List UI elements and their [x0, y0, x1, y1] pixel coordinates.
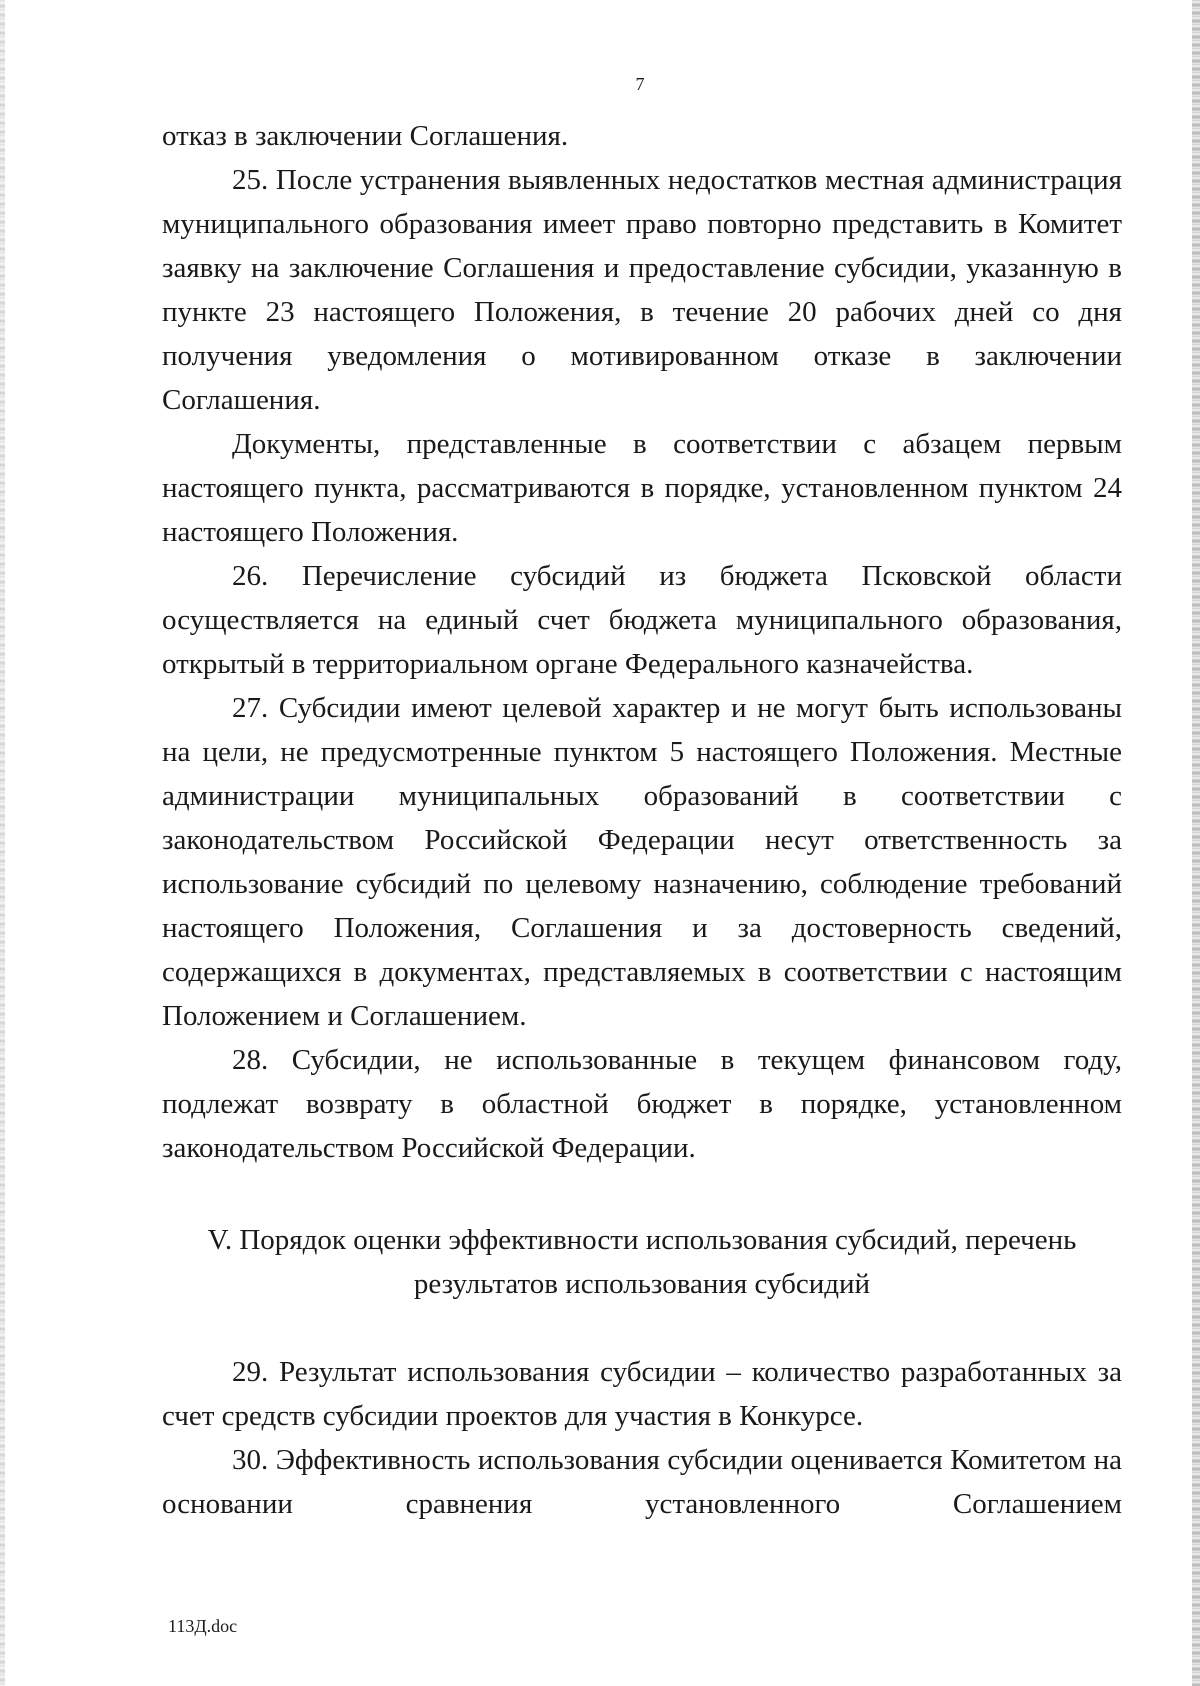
- paragraph-item-30: 30. Эффективность использования субсидии оценивается Комитетом на основании сравнения установленного Соглашением: [162, 1444, 1122, 1520]
- document-body: [162, 114, 1122, 1526]
- section-heading-line-1: V. Порядок оценки эффективности использования субсидий, перечень: [207, 1224, 1077, 1256]
- paragraph-item-26: 26. Перечисление субсидий из бюджета Псковской области осуществляется на единый счет бюджета муниципального образования, открытый в территориальном органе Федерального казначейства.: [162, 560, 1122, 680]
- paragraph-documents: Документы, представленные в соответствии с абзацем первым настоящего пункта, рассматриваются в порядке, установленном пунктом 24 настоящего Положения.: [162, 428, 1122, 548]
- paragraph-item-29: 29. Результат использования субсидии – количество разработанных за счет средств субсидии проектов для участия в Конкурсе.: [162, 1356, 1122, 1432]
- paragraph-item-28: 28. Субсидии, не использованные в текущем финансовом году, подлежат возврату в областной бюджет в порядке, установленном законодательством Российской Федерации.: [162, 1044, 1122, 1164]
- paragraph-continuation: отказ в заключении Соглашения.: [162, 120, 569, 152]
- scan-edge-left: [0, 0, 5, 1686]
- section-heading-line-2: результатов использования субсидий: [413, 1268, 871, 1300]
- paragraph-item-27: 27. Субсидии имеют целевой характер и не могут быть использованы на цели, не предусмотренные пунктом 5 настоящего Положения. Местные администрации муниципальных образований в соответствии с законодательством Российской Федерации несут ответственность за использование субсидий по целевому назначению, соблюдение требований настоящего Положения, Соглашения и за достоверность сведений, содержащихся в документах, представляемых в соответствии с настоящим Положением и Соглашением.: [162, 692, 1122, 1032]
- paragraph-item-25: 25. После устранения выявленных недостатков местная администрация муниципального образования имеет право повторно представить в Комитет заявку на заключение Соглашения и предоставление субсидии, указанную в пункте 23 настоящего Положения, в течение 20 рабочих дней со дня получения уведомления о мотивированном отказе в заключении Соглашения.: [162, 164, 1122, 416]
- section-heading: [162, 1218, 1122, 1306]
- footer-filename: 113Д.doc: [168, 1616, 238, 1636]
- page-number: 7: [635, 74, 645, 94]
- scan-edge-right: [1192, 0, 1200, 1686]
